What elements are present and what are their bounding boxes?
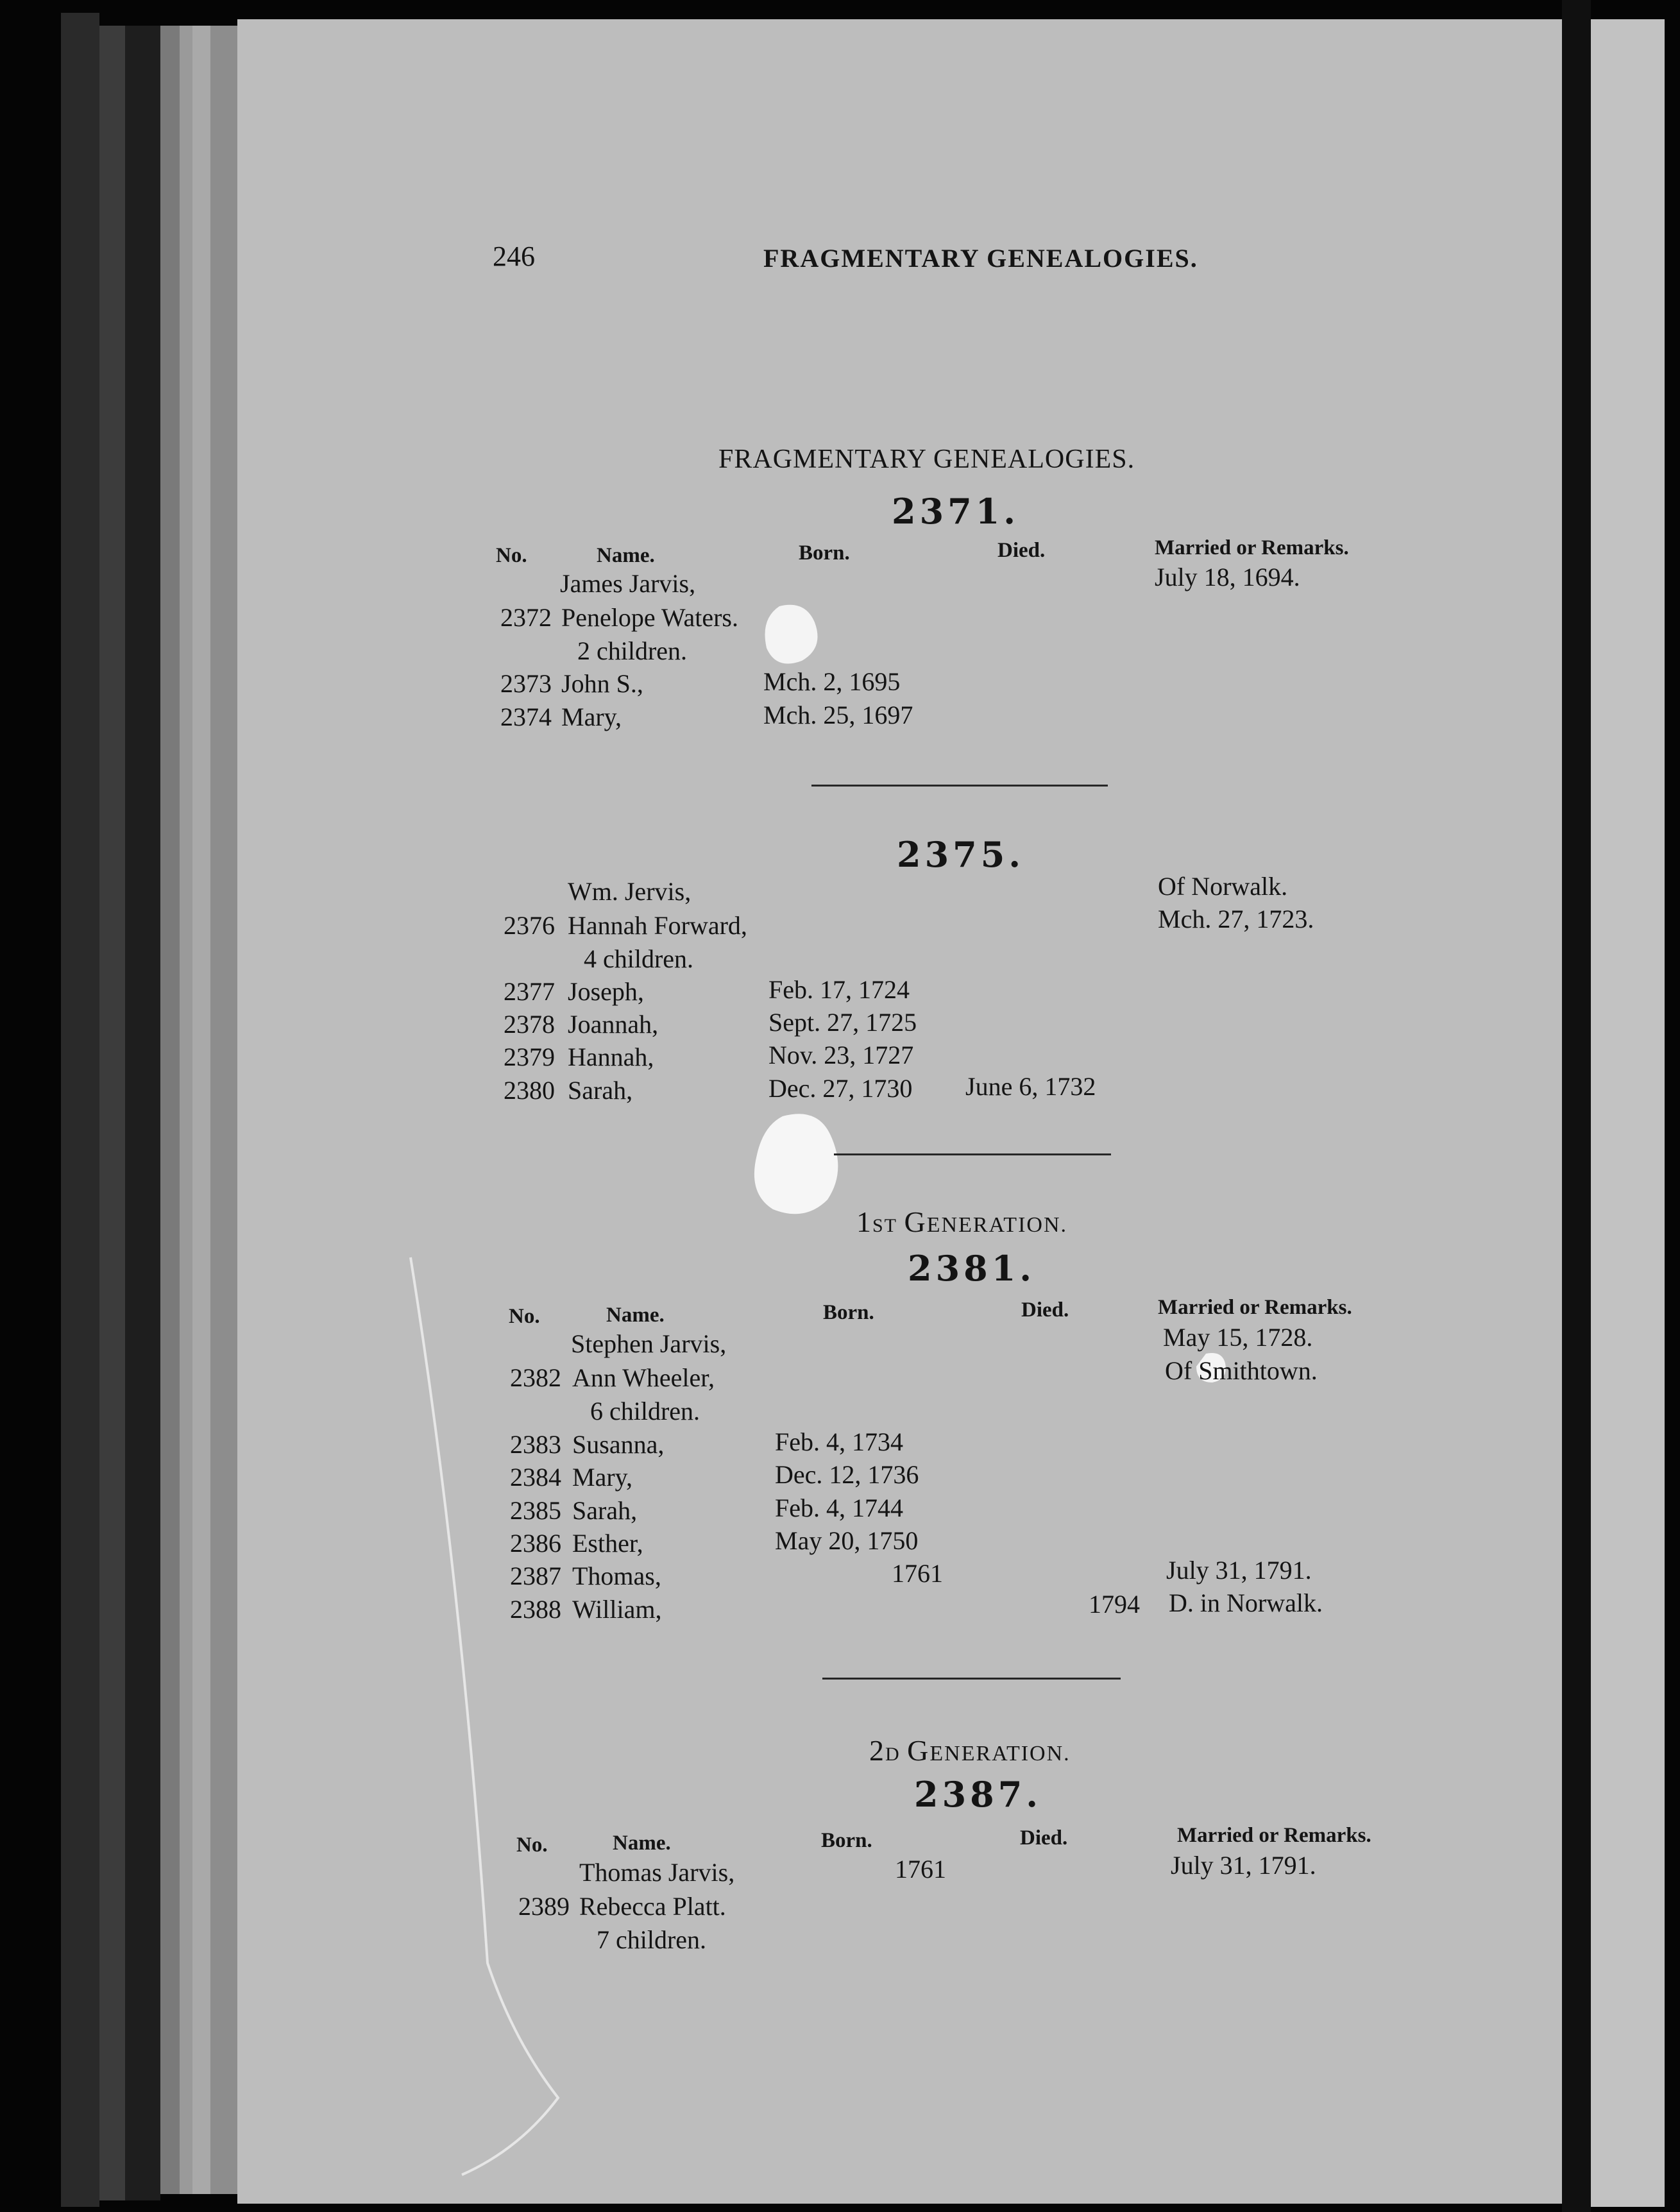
column-header-died: Died. <box>1021 1298 1069 1322</box>
generation-word-initial: G <box>904 1205 927 1238</box>
row-name: Stephen Jarvis, <box>571 1329 727 1358</box>
row-died: June 6, 1732 <box>965 1072 1096 1101</box>
row-name: Mary, <box>572 1463 633 1492</box>
column-header-born: Born. <box>823 1301 874 1324</box>
row-no: 2380 <box>504 1076 555 1105</box>
column-header-name: Name. <box>597 544 655 567</box>
row-died: 1794 <box>1089 1590 1140 1619</box>
entry-number: 2371. <box>892 491 1020 532</box>
row-remarks: Of Smithtown. <box>1165 1356 1318 1385</box>
column-header-remarks: Married or Remarks. <box>1158 1296 1352 1319</box>
column-header-born: Born. <box>799 541 850 565</box>
row-name: William, <box>572 1595 662 1624</box>
row-born: Mch. 2, 1695 <box>763 667 901 696</box>
running-title: FRAGMENTARY GENEALOGIES. <box>763 244 1198 273</box>
generation-ordinal: 1 <box>856 1205 872 1238</box>
row-born: Feb. 17, 1724 <box>768 975 910 1004</box>
column-header-remarks: Married or Remarks. <box>1177 1824 1371 1847</box>
row-name: Rebecca Platt. <box>579 1892 726 1921</box>
row-name: Thomas Jarvis, <box>579 1858 735 1887</box>
row-name: 2 children. <box>577 636 688 665</box>
row-name: 7 children. <box>597 1925 707 1954</box>
generation-word-rest: ENERATION. <box>926 1213 1068 1237</box>
row-born: Nov. 23, 1727 <box>768 1041 914 1069</box>
row-no: 2376 <box>504 911 555 940</box>
row-born: Dec. 12, 1736 <box>775 1460 919 1489</box>
entry-number: 2381. <box>908 1248 1036 1289</box>
row-name: Esther, <box>572 1529 643 1558</box>
row-born: Feb. 4, 1744 <box>775 1493 903 1522</box>
row-remarks: July 31, 1791. <box>1166 1556 1312 1585</box>
row-born: May 20, 1750 <box>775 1526 919 1555</box>
column-header-remarks: Married or Remarks. <box>1155 536 1349 559</box>
row-name: James Jarvis, <box>560 569 696 598</box>
column-header-born: Born. <box>821 1829 872 1852</box>
row-name: Thomas, <box>572 1561 661 1590</box>
page-title: FRAGMENTARY GENEALOGIES. <box>718 445 1135 474</box>
row-no: 2385 <box>510 1496 561 1525</box>
row-no: 2374 <box>500 702 552 731</box>
row-no: 2383 <box>510 1430 561 1459</box>
generation-suffix: ST <box>872 1215 898 1236</box>
row-no: 2373 <box>500 669 552 698</box>
generation-word-rest: ENERATION. <box>929 1742 1071 1765</box>
page-number: 246 <box>493 241 535 272</box>
row-remarks: Mch. 27, 1723. <box>1158 905 1314 933</box>
section-divider <box>822 1678 1121 1680</box>
generation-suffix: D <box>885 1744 901 1765</box>
entry-number: 2387. <box>914 1774 1042 1815</box>
row-remarks: D. in Norwalk. <box>1169 1588 1323 1617</box>
section-divider <box>834 1153 1111 1155</box>
column-header-no: No. <box>516 1833 548 1857</box>
row-no: 2389 <box>518 1892 570 1921</box>
row-name: Hannah, <box>568 1042 654 1071</box>
row-born: Sept. 27, 1725 <box>768 1008 917 1037</box>
column-header-no: No. <box>509 1305 540 1328</box>
generation-word-initial: G <box>907 1734 930 1767</box>
generation-heading <box>856 1207 1067 1237</box>
row-name: Joseph, <box>568 977 644 1006</box>
row-no: 2386 <box>510 1529 561 1558</box>
row-born: 1761 <box>892 1559 943 1588</box>
row-remarks: Of Norwalk. <box>1158 872 1288 901</box>
section-divider <box>811 785 1108 787</box>
row-name: 4 children. <box>584 944 694 973</box>
row-name: 6 children. <box>590 1397 700 1425</box>
column-header-name: Name. <box>606 1304 665 1327</box>
row-no: 2372 <box>500 603 552 632</box>
column-header-name: Name. <box>613 1832 671 1855</box>
row-no: 2382 <box>510 1363 561 1392</box>
row-born: Dec. 27, 1730 <box>768 1074 913 1103</box>
row-name: John S., <box>561 669 643 698</box>
row-born: Mch. 25, 1697 <box>763 701 913 729</box>
row-name: Hannah Forward, <box>568 911 747 940</box>
row-no: 2387 <box>510 1561 561 1590</box>
row-no: 2377 <box>504 977 555 1006</box>
row-name: Ann Wheeler, <box>572 1363 715 1392</box>
row-no: 2388 <box>510 1595 561 1624</box>
entry-number: 2375. <box>897 834 1025 875</box>
generation-ordinal: 2 <box>869 1734 885 1767</box>
row-remarks: July 31, 1791. <box>1171 1851 1316 1880</box>
row-name: Wm. Jervis, <box>568 877 692 906</box>
row-no: 2379 <box>504 1042 555 1071</box>
row-name: Joannah, <box>568 1010 659 1039</box>
row-born: Feb. 4, 1734 <box>775 1427 903 1456</box>
row-name: Penelope Waters. <box>561 603 738 632</box>
row-name: Sarah, <box>572 1496 638 1525</box>
generation-heading <box>869 1736 1071 1765</box>
column-header-died: Died. <box>1020 1826 1068 1850</box>
row-no: 2378 <box>504 1010 555 1039</box>
row-name: Mary, <box>561 702 622 731</box>
row-name: Susanna, <box>572 1430 665 1459</box>
row-born: 1761 <box>895 1855 946 1884</box>
row-remarks: July 18, 1694. <box>1155 563 1300 591</box>
column-header-no: No. <box>496 544 527 567</box>
column-header-died: Died. <box>997 539 1046 562</box>
row-name: Sarah, <box>568 1076 633 1105</box>
row-remarks: May 15, 1728. <box>1163 1323 1313 1352</box>
row-no: 2384 <box>510 1463 561 1492</box>
